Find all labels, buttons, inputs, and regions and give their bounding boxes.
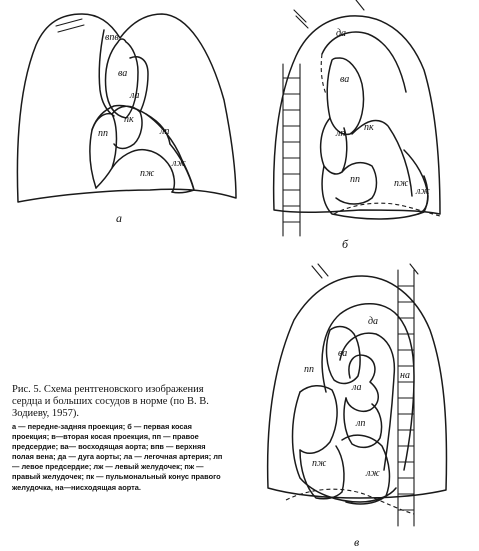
- caption-title: Рис. 5. Схема рентгеновского изображения сердца и больших сосудов в норме (по В. В. Зодиеву, 1957).: [12, 384, 209, 419]
- panel-b-top-mark: [356, 0, 364, 10]
- label-b-pzh: пж: [394, 178, 409, 189]
- panel-a-label: а: [116, 211, 122, 225]
- panel-a-clavicle-line-1: [56, 19, 82, 26]
- panel-b: [274, 0, 440, 251]
- panel-c-label: в: [354, 535, 360, 549]
- panel-a-clavicle-line-2: [58, 25, 84, 32]
- label-a-pzh: пж: [140, 168, 155, 179]
- panel-c: [268, 264, 447, 549]
- label-c-na: на: [400, 370, 410, 381]
- panel-c-right-ventricle: [300, 446, 344, 499]
- label-c-la: ла: [352, 382, 362, 393]
- figure-caption: [12, 384, 224, 493]
- panel-b-ascending-aorta: [327, 58, 363, 134]
- panel-c-right-atrium: [300, 386, 337, 454]
- label-b-va: ва: [340, 74, 350, 85]
- panel-c-pulmonary-artery: [346, 355, 378, 411]
- caption-legend: а — передне-задняя проекция; б — первая косая проекция; в—вторая косая проекция, пп — правое предсердие; ва— восходящая аорта; впв — верхняя полая вена; да — дуга аорты; ла — легочная артерия; лп — левое предсердие; лж — левый желудочек; пж — правый желудочек; пк — пульмональный конус правого желудочка, на—нисходящая аорта.: [12, 422, 223, 492]
- label-c-pzh: пж: [312, 458, 327, 469]
- label-c-da: да: [368, 316, 379, 327]
- label-a-la: ла: [130, 90, 140, 101]
- label-c-lp: лп: [356, 418, 366, 429]
- panel-c-aortic-arch: [322, 304, 414, 470]
- label-c-va: ва: [338, 348, 348, 359]
- label-b-lzh: лж: [416, 186, 430, 197]
- label-a-pk: пк: [124, 114, 134, 125]
- label-a-lzh: лж: [172, 158, 186, 169]
- label-c-lzh: лж: [366, 468, 380, 479]
- label-b-da: да: [336, 28, 347, 39]
- label-a-vpv: впв: [105, 32, 119, 43]
- panel-b-label: б: [342, 237, 349, 251]
- label-b-lp: лп: [336, 128, 346, 139]
- panel-b-aortic-arch: [322, 32, 406, 92]
- label-a-va: ва: [118, 68, 128, 79]
- panel-a: [17, 14, 236, 225]
- panel-a-right-atrium: [92, 114, 117, 188]
- label-a-pp: пп: [98, 128, 108, 139]
- label-b-pp: пп: [350, 174, 360, 185]
- label-b-pk: пк: [364, 122, 374, 133]
- panel-a-pulmonary-artery: [130, 57, 148, 112]
- panel-c-arch-inner: [340, 333, 394, 470]
- panel-c-spine: [398, 270, 414, 526]
- label-c-pp: пп: [304, 364, 314, 375]
- panel-b-aortic-arch-dashed: [321, 54, 326, 94]
- panel-b-spine: [283, 64, 300, 236]
- label-a-lp: лп: [160, 126, 170, 137]
